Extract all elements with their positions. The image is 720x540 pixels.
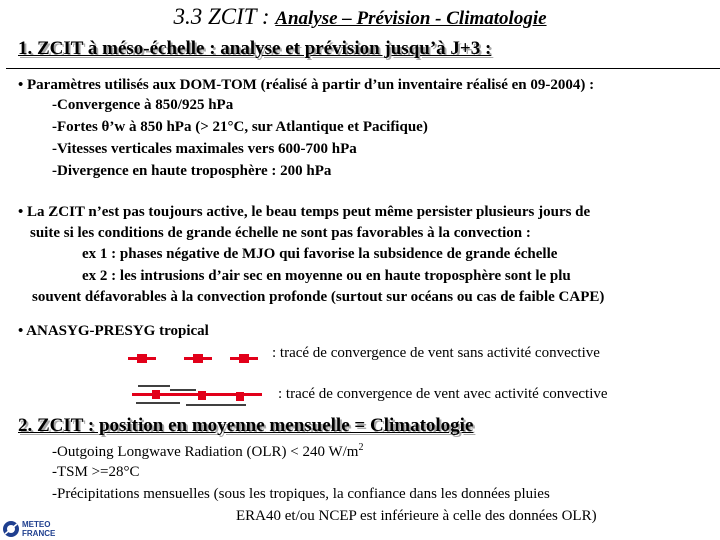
- climatology-item-olr: [52, 442, 363, 461]
- meteo-france-logo: [0, 518, 66, 540]
- logo-line2: FRANCE: [22, 529, 56, 538]
- climatology-item-precip-cont: ERA40 et/ou NCEP est inférieure à celle des données OLR): [236, 508, 597, 524]
- bullet1-item: -Divergence en haute troposphère : 200 hPa: [52, 163, 332, 179]
- climatology-item-precip: -Précipitations mensuelles (sous les tropiques, la confiance dans les données pluies: [52, 486, 550, 502]
- title-subtitle: Analyse – Prévision - Climatologie: [275, 8, 547, 29]
- bullet2-example1: ex 1 : phases négative de MJO qui favorise la subsidence de grande échelle: [82, 246, 558, 262]
- bullet2-line2: suite si les conditions de grande échelle ne sont pas favorables à la convection :: [30, 225, 531, 241]
- section2-heading: 2. ZCIT : position en moyenne mensuelle = Climatologie: [18, 415, 474, 436]
- bullet2-line1: • La ZCIT n’est pas toujours active, le beau temps peut même persister plusieurs jours de: [18, 204, 591, 220]
- bullet1-intro: • Paramètres utilisés aux DOM-TOM (réalisé à partir d’un inventaire réalisé en 09-2004) :: [18, 77, 595, 93]
- section-divider: [6, 68, 720, 69]
- meteo-france-emblem-icon: [2, 520, 20, 538]
- bullet3-label: • ANASYG-PRESYG tropical: [18, 323, 209, 339]
- title-main: 3.3 ZCIT :: [173, 4, 276, 29]
- convective-convergence-symbol: [128, 383, 273, 407]
- slide-title: [0, 4, 720, 30]
- legend-label-convection: : tracé de convergence de vent avec activité convective: [278, 386, 608, 402]
- legend-label-no-convection: : tracé de convergence de vent sans activité convective: [272, 345, 600, 361]
- bullet1-item: -Vitesses verticales maximales vers 600-700 hPa: [52, 141, 357, 157]
- bullet1-item: -Convergence à 850/925 hPa: [52, 97, 234, 113]
- logo-text: [22, 520, 66, 538]
- section1-heading: 1. ZCIT à méso-échelle : analyse et prévision jusqu’à J+3 :: [18, 38, 492, 59]
- climatology-item-sst: -TSM >=28°C: [52, 464, 140, 480]
- bullet1-item: -Fortes θ’w à 850 hPa (> 21°C, sur Atlantique et Pacifique): [52, 119, 428, 135]
- olr-superscript: 2: [358, 442, 364, 453]
- bullet2-example2: ex 2 : les intrusions d’air sec en moyenne ou en haute troposphère sont le plu: [82, 268, 571, 284]
- bullet2-example2-cont: souvent défavorables à la convection profonde (surtout sur océans ou cas de faible CAPE): [32, 289, 605, 305]
- olr-text: -Outgoing Longwave Radiation (OLR) < 240 W/m: [52, 444, 359, 460]
- logo-line1: METEO: [22, 520, 51, 529]
- convergence-line-symbol: [126, 352, 266, 366]
